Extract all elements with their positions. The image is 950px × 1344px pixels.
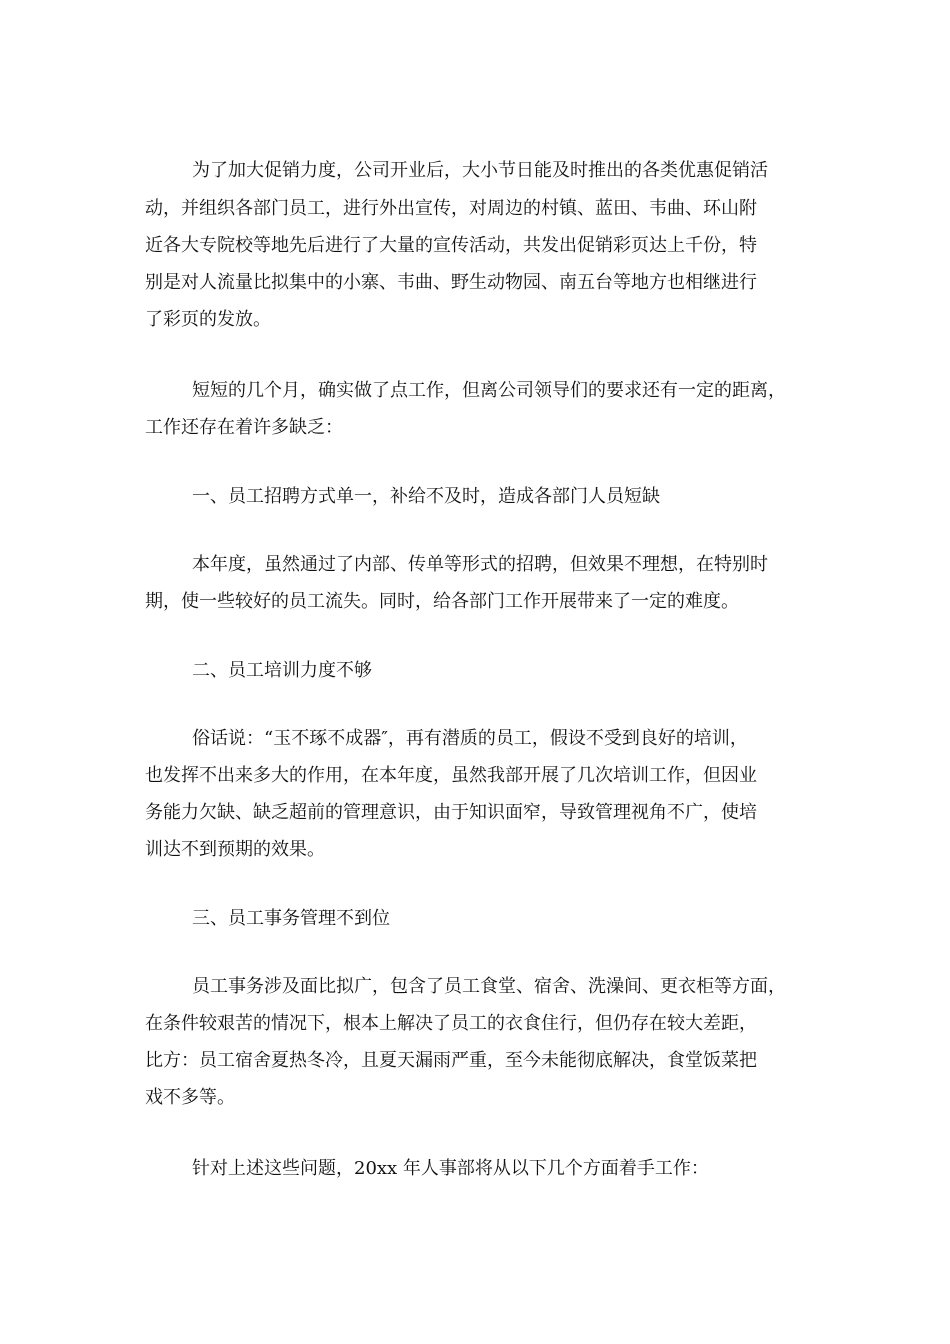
paragraph-2-line-1: 短短的几个月，确实做了点工作，但离公司领导们的要求还有一定的距离， bbox=[192, 380, 786, 401]
paragraph-4-line-4: 训达不到预期的效果。 bbox=[145, 839, 325, 860]
paragraph-5-line-3: 比方：员工宿舍夏热冬冷，且夏天漏雨严重，至今未能彻底解决，食堂饭菜把 bbox=[145, 1050, 757, 1071]
closing-line: 针对上述这些问题，20xx 年人事部将从以下几个方面着手工作： bbox=[192, 1158, 709, 1179]
paragraph-1-line-3: 近各大专院校等地先后进行了大量的宣传活动，共发出促销彩页达上千份，特 bbox=[145, 235, 757, 256]
paragraph-4-line-1: 俗话说：“玉不琢不成器″，再有潜质的员工，假设不受到良好的培训， bbox=[192, 728, 748, 749]
paragraph-1-line-1: 为了加大促销力度，公司开业后，大小节日能及时推出的各类优惠促销活 bbox=[192, 160, 768, 181]
paragraph-5-line-4: 戏不多等。 bbox=[145, 1087, 235, 1108]
section-heading-3: 三、员工事务管理不到位 bbox=[192, 908, 390, 929]
paragraph-3-line-2: 期，使一些较好的员工流失。同时，给各部门工作开展带来了一定的难度。 bbox=[145, 591, 739, 612]
paragraph-3-line-1: 本年度，虽然通过了内部、传单等形式的招聘，但效果不理想，在特别时 bbox=[192, 554, 768, 575]
paragraph-1-line-2: 动，并组织各部门员工，进行外出宣传，对周边的村镇、蓝田、韦曲、环山附 bbox=[145, 198, 757, 219]
paragraph-1-line-4: 别是对人流量比拟集中的小寨、韦曲、野生动物园、南五台等地方也相继进行 bbox=[145, 272, 757, 293]
paragraph-2-line-2: 工作还存在着许多缺乏： bbox=[145, 417, 343, 438]
paragraph-4-line-3: 务能力欠缺、缺乏超前的管理意识，由于知识面窄，导致管理视角不广，使培 bbox=[145, 802, 757, 823]
section-heading-1: 一、员工招聘方式单一，补给不及时，造成各部门人员短缺 bbox=[192, 486, 660, 507]
paragraph-5-line-1: 员工事务涉及面比拟广，包含了员工食堂、宿舍、洗澡间、更衣柜等方面， bbox=[192, 976, 786, 997]
paragraph-4-line-2: 也发挥不出来多大的作用，在本年度，虽然我部开展了几次培训工作，但因业 bbox=[145, 765, 757, 786]
paragraph-1-line-5: 了彩页的发放。 bbox=[145, 309, 271, 330]
paragraph-5-line-2: 在条件较艰苦的情况下，根本上解决了员工的衣食住行，但仍存在较大差距， bbox=[145, 1013, 757, 1034]
section-heading-2: 二、员工培训力度不够 bbox=[192, 660, 372, 681]
